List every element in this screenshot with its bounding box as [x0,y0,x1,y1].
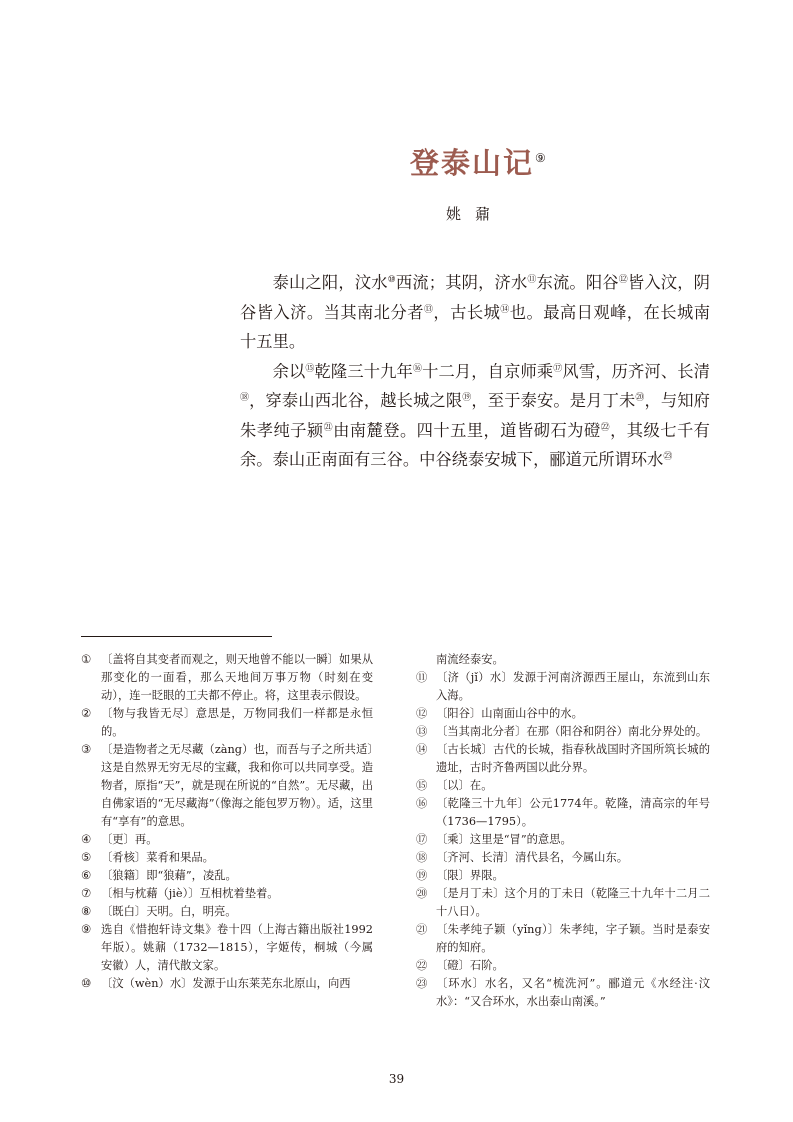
footnote-marker[interactable]: ⑮ [305,363,315,374]
footnote-number: ⑧ [81,905,92,918]
footnote-text: 〔古长城〕古代的长城，指春秋战国时齐国所筑长城的遗址，古时齐鲁两国以此分界。 [436,743,710,774]
footnote-item [81,921,373,975]
footnote-marker[interactable]: ⑬ [423,304,434,315]
footnote-number: ⑪ [416,671,428,684]
page-number: 39 [388,1072,405,1086]
footnotes-left-column [81,651,373,993]
text-run: ，至于泰安。是月丁未 [471,391,636,410]
footnote-item [416,921,710,957]
text-run: 也。最高日观峰，在长城南十五里。 [240,302,710,351]
author-name: 姚鼐 [446,205,505,223]
footnote-number: ⑯ [416,797,428,810]
footnote-text: 〔盖将自其变者而观之，则天地曾不能以一瞬〕如果从那变化的一面看，那么天地间万事万物（时刻在变动），连一眨眼的工夫都不停止。将，这里表示假设。 [101,653,373,702]
footnote-item [416,741,710,777]
footnote-number: ⑦ [81,887,92,900]
text-run: ，其级七千有余。泰山正南面有三谷。中谷绕泰安城下，郦道元所谓环水 [240,420,710,469]
footnote-number: ⑥ [81,869,92,882]
paragraph-2 [240,357,710,475]
footnote-text: 〔相与枕藉（jiè）〕互相枕着垫着。 [101,887,279,900]
footnote-text: 〔既白〕天明。白，明亮。 [101,905,237,918]
footnote-item [416,651,710,669]
footnote-text: 〔阳谷〕山南面山谷中的水。 [436,707,583,720]
footnote-item [81,975,373,993]
footnote-item [416,867,710,885]
footnote-number: ㉑ [416,923,428,936]
footnote-number: ⑲ [416,869,428,882]
footnote-text: 〔环水〕水名，又名“梳洗河”。郦道元《水经注·汶水》：“又合环水，水出泰山南溪。” [436,977,710,1008]
footnote-item [81,885,373,903]
footnote-item [81,903,373,921]
footnote-text: 〔物与我皆无尽〕意思是，万物同我们一样都是永恒的。 [101,707,373,738]
text-run: ，与知府朱孝纯子颍 [240,391,710,440]
footnote-text: 选自《惜抱轩诗文集》卷十四（上海古籍出版社1992年版）。姚鼐（1732—1815），字姬传，桐城（今属安徽）人，清代散文家。 [101,923,373,972]
footnote-number: ⑰ [416,833,428,846]
footnote-marker[interactable]: ⑯ [412,363,423,374]
footnote-number: ⑨ [81,923,92,936]
footnote-marker[interactable]: ⑭ [500,304,510,315]
footnote-number: ② [81,707,92,720]
footnote-number: ⑤ [81,851,92,864]
footnote-item [416,723,710,741]
footnote-marker[interactable]: ⑳ [635,393,645,403]
footnote-number: ④ [81,833,92,846]
footnote-item [81,849,373,867]
footnote-marker[interactable]: ⑫ [618,275,628,285]
text-run: 乾隆三十九年 [314,361,413,381]
text-run: 由南麓登。四十五里，道皆砌石为磴 [333,420,601,440]
footnote-text: 〔当其南北分者〕在那（阳谷和阴谷）南北分界处的。 [436,725,708,738]
footnote-number: ⑮ [416,779,428,792]
footnote-number: ③ [81,743,92,756]
footnote-item [416,795,710,831]
footnote-item [416,885,710,921]
footnote-text: 南流经泰安。 [436,653,504,666]
text-run: 风雪，历齐河、长清 [562,361,710,381]
footnote-text: 〔是造物者之无尽藏（zàng）也，而吾与子之所共适〕这是自然界无穷无尽的宝藏，我和你可以共同享受。造物者，原指“天”，就是现在所说的“自然”。无尽藏，出自佛家语的“无尽藏海”（像海之能包罗万物）。适，这里有“享有”的意思。 [101,743,373,828]
footnote-number: ⑭ [416,743,428,756]
title-footnote-marker: ⑨ [535,151,548,166]
footnote-number: ㉓ [416,977,428,990]
footnote-marker[interactable]: ⑩ [387,275,396,285]
footnote-text: 〔乾隆三十九年〕公元1774年。乾隆，清高宗的年号（1736—1795）。 [436,797,710,828]
title-text: 登泰山记 [410,146,535,180]
footnote-item [416,849,710,867]
footnote-marker[interactable]: ㉑ [323,422,334,433]
text-run: ，穿泰山西北谷，越长城之限 [249,391,463,410]
footnote-number: ⑳ [416,887,428,900]
footnote-item [81,651,373,705]
text-run: ，古长城 [433,302,501,322]
footnote-item [416,777,710,795]
footnote-text: 〔汶（wèn）水〕发源于山东莱芜东北原山，向西 [101,977,351,990]
footnote-item [81,831,373,849]
footnote-text: 〔朱孝纯子颖（yǐng）〕朱孝纯，字子颖。当时是泰安府的知府。 [436,923,710,954]
text-run: 西流；其阴，济水 [395,273,528,292]
footnote-item [416,705,710,723]
footnote-item [416,831,710,849]
footnote-marker[interactable]: ⑰ [553,363,563,374]
footnote-number: ⑫ [416,707,428,720]
text-run: 东流。阳谷 [536,273,619,292]
footnote-marker[interactable]: ⑲ [462,393,472,403]
footnote-item [416,669,710,705]
footnote-number: ⑱ [416,851,428,864]
footnote-divider [81,636,272,637]
text-run: 十二月，自京师乘 [422,361,554,381]
footnote-text: 〔齐河、长清〕清代县名，今属山东。 [436,851,629,864]
article-body [240,268,710,475]
footnote-marker[interactable]: ⑪ [527,275,537,285]
footnote-text: 〔以〕在。 [436,779,493,792]
footnote-text: 〔狼籍〕即“狼藉”，凌乱。 [101,869,237,882]
page-title [410,141,548,182]
footnotes-right-column [416,651,710,1011]
footnote-marker[interactable]: ⑱ [240,393,250,403]
footnote-text: 〔乘〕这里是“冒”的意思。 [436,833,572,846]
paragraph-1 [240,268,710,357]
footnote-marker[interactable]: ㉓ [663,452,673,462]
footnote-item [81,741,373,831]
footnote-number: ⑬ [416,725,428,738]
footnote-text: 〔济（jǐ）水〕发源于河南济源西王屋山，东流到山东入海。 [436,671,710,702]
footnote-text: 〔更〕再。 [101,833,158,846]
footnote-number: ① [81,653,92,666]
footnote-marker[interactable]: ㉒ [600,422,611,433]
footnote-text: 〔限〕界限。 [436,869,504,882]
footnote-item [81,705,373,741]
footnote-text: 〔磴〕石阶。 [436,959,504,972]
footnote-text: 〔是月丁未〕这个月的丁未日（乾隆三十九年十二月二十八日）。 [436,887,710,918]
footnote-number: ⑩ [81,977,92,990]
text-run: 余以 [272,361,306,381]
footnote-item [416,975,710,1011]
footnote-item [416,957,710,975]
footnote-number: ㉒ [416,959,428,972]
text-run: 皆入汶，阴谷皆入济。当其南北分者 [240,273,710,322]
text-run: 泰山之阳，汶水 [272,273,388,292]
footnote-text: 〔肴核〕菜肴和果品。 [101,851,214,864]
footnote-item [81,867,373,885]
